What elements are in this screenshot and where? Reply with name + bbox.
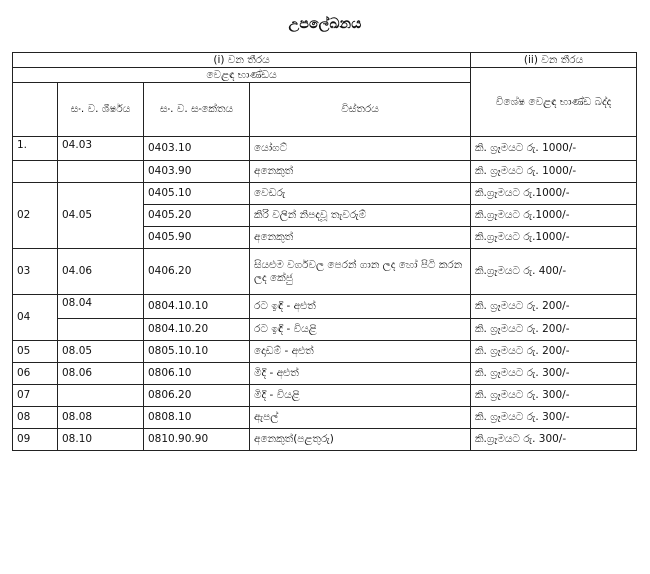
hs-heading: 04.05 bbox=[58, 183, 144, 249]
levy-rate: කි. ග්‍රෑමයට රු. 300/- bbox=[471, 363, 637, 385]
hs-heading: 08.10 bbox=[58, 429, 144, 451]
hs-heading: 08.05 bbox=[58, 341, 144, 363]
row-number: 1. bbox=[13, 137, 58, 161]
table-row bbox=[13, 429, 637, 451]
table-row bbox=[13, 295, 637, 319]
levy-rate: කි. ග්‍රෑමයට රු. 1000/- bbox=[471, 137, 637, 161]
item-description: අනෙකුත් bbox=[250, 161, 471, 183]
item-description: සියළුම වර්ගවල පෙරන් ගාන ලද හෝ පිටි කරන ලද කේජු bbox=[250, 249, 471, 295]
table-row bbox=[13, 183, 637, 205]
column-header-heading: සං. ව. ශීර්ෂය bbox=[58, 83, 144, 137]
levy-rate: කි. ග්‍රෑමයට රු. 200/- bbox=[471, 319, 637, 341]
row-number: 05 bbox=[13, 341, 58, 363]
levy-rate: කි.ග්‍රෑමයට රු.1000/- bbox=[471, 183, 637, 205]
item-description: අනෙකුත් bbox=[250, 227, 471, 249]
column-header-code: සං. ව. සංකේතය bbox=[144, 83, 250, 137]
table-row bbox=[13, 249, 637, 295]
levy-rate: කි. ග්‍රෑමයට රු. 300/- bbox=[471, 407, 637, 429]
hs-code: 0805.10.10 bbox=[144, 341, 250, 363]
item-description: රට ඉඳි - වියළි bbox=[250, 319, 471, 341]
table-row bbox=[13, 407, 637, 429]
levy-rate: කි.ග්‍රෑමයට රු. 300/- bbox=[471, 429, 637, 451]
item-description: කිරි වලින් නිපදවූ තැවරුම් bbox=[250, 205, 471, 227]
table-row bbox=[13, 385, 637, 407]
row-number: 03 bbox=[13, 249, 58, 295]
row-number: 04 bbox=[13, 295, 58, 341]
item-description: යෝගට් bbox=[250, 137, 471, 161]
section-i-header: (i) වන තීරය bbox=[13, 53, 471, 68]
item-description: වෙඩරු bbox=[250, 183, 471, 205]
table-row bbox=[13, 363, 637, 385]
hs-code: 0403.10 bbox=[144, 137, 250, 161]
row-number: 07 bbox=[13, 385, 58, 407]
item-description: මිදි - වියළි bbox=[250, 385, 471, 407]
levy-rate: කි. ග්‍රෑමයට රු. 300/- bbox=[471, 385, 637, 407]
table-subheader-row bbox=[13, 68, 637, 83]
table-row bbox=[13, 341, 637, 363]
hs-code: 0804.10.10 bbox=[144, 295, 250, 319]
hs-heading: 04.06 bbox=[58, 249, 144, 295]
row-number: 08 bbox=[13, 407, 58, 429]
item-description: දොඩම් - අළුත් bbox=[250, 341, 471, 363]
row-number bbox=[13, 161, 58, 183]
hs-code: 0808.10 bbox=[144, 407, 250, 429]
table-header-row bbox=[13, 53, 637, 68]
commodity-subheader: වෙළඳ භාණ්ඩය bbox=[13, 68, 471, 83]
levy-rate: කි.ග්‍රෑමයට රු.1000/- bbox=[471, 227, 637, 249]
column-header-levy: විශේෂ වෙළඳ භාණ්ඩ බද්ද bbox=[471, 68, 637, 137]
hs-heading: 04.03 bbox=[58, 137, 144, 161]
hs-code: 0405.20 bbox=[144, 205, 250, 227]
page-title: උපලේඛනය bbox=[288, 16, 362, 32]
hs-code: 0806.20 bbox=[144, 385, 250, 407]
section-ii-header: (ii) වන තීරය bbox=[471, 53, 637, 68]
item-description: ඇපල් bbox=[250, 407, 471, 429]
hs-heading: 08.04 bbox=[58, 295, 144, 319]
hs-heading bbox=[58, 319, 144, 341]
schedule-table bbox=[12, 52, 637, 451]
hs-code: 0405.10 bbox=[144, 183, 250, 205]
table-row bbox=[13, 319, 637, 341]
hs-code: 0810.90.90 bbox=[144, 429, 250, 451]
row-number: 09 bbox=[13, 429, 58, 451]
hs-code: 0406.20 bbox=[144, 249, 250, 295]
hs-heading: 08.06 bbox=[58, 363, 144, 385]
hs-code: 0405.90 bbox=[144, 227, 250, 249]
levy-rate: කි. ග්‍රෑමයට රු. 1000/- bbox=[471, 161, 637, 183]
hs-heading: 08.08 bbox=[58, 407, 144, 429]
row-number: 06 bbox=[13, 363, 58, 385]
hs-code: 0804.10.20 bbox=[144, 319, 250, 341]
item-description: අනෙකුත්(පළතුරු) bbox=[250, 429, 471, 451]
levy-rate: කි.ග්‍රෑමයට රු. 400/- bbox=[471, 249, 637, 295]
levy-rate: කි.ග්‍රෑමයට රු.1000/- bbox=[471, 205, 637, 227]
item-description: මිදි - අළුත් bbox=[250, 363, 471, 385]
table-row bbox=[13, 161, 637, 183]
levy-rate: කි. ග්‍රෑමයට රු. 200/- bbox=[471, 341, 637, 363]
hs-code: 0806.10 bbox=[144, 363, 250, 385]
column-header-no bbox=[13, 83, 58, 137]
hs-heading bbox=[58, 161, 144, 183]
hs-heading bbox=[58, 385, 144, 407]
table-row bbox=[13, 137, 637, 161]
levy-rate: කි. ග්‍රෑමයට රු. 200/- bbox=[471, 295, 637, 319]
column-header-description: විස්තරය bbox=[250, 83, 471, 137]
row-number: 02 bbox=[13, 183, 58, 249]
item-description: රට ඉඳි - අළුත් bbox=[250, 295, 471, 319]
hs-code: 0403.90 bbox=[144, 161, 250, 183]
